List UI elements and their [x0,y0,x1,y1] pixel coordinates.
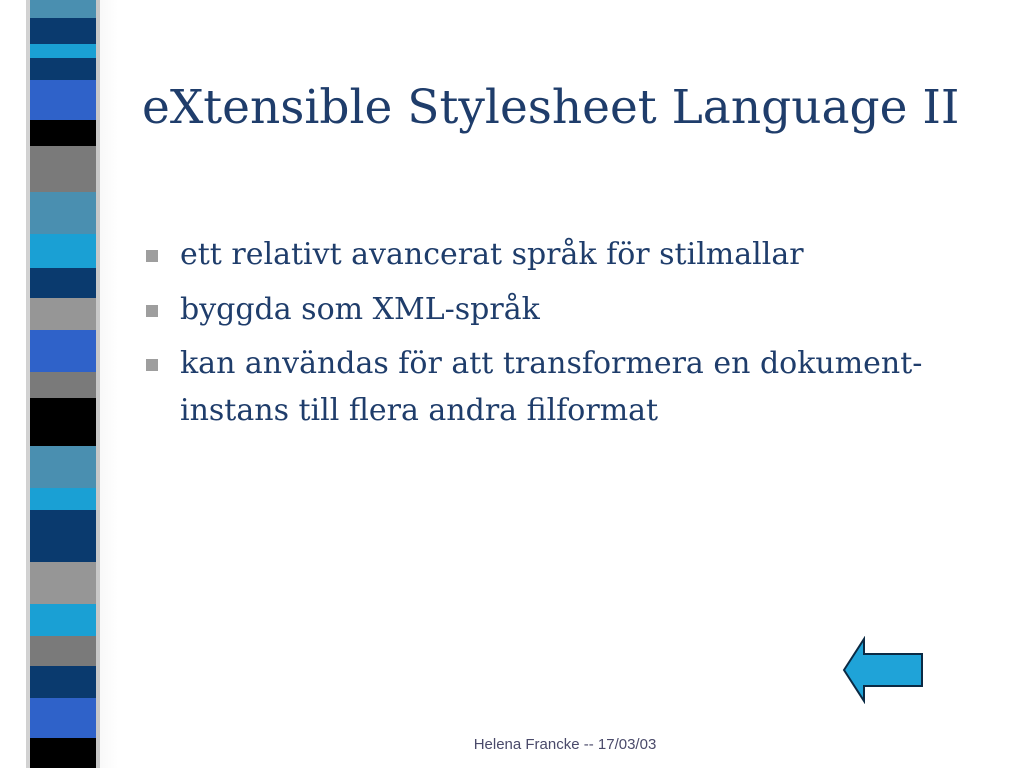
bullet-text: byggda som XML-språk [180,291,540,327]
stripe-block [30,234,98,268]
stripe-block [30,192,98,234]
back-arrow-icon [842,636,924,704]
decorative-stripe-band [30,0,98,768]
stripe-block [30,562,98,604]
stripe-block [30,18,98,44]
stripe-block [30,446,98,488]
stripe-block [30,80,98,120]
stripe-block [30,146,98,192]
slide-title: eXtensible Stylesheet Language II [142,80,960,135]
stripe-block [30,120,98,146]
stripe-block [30,372,98,398]
stripe-block [30,398,98,446]
bullet-item [142,287,982,334]
bullet-item [142,232,982,279]
stripe-block [30,510,98,562]
bullet-text: kan användas för att transformera en dokument-instans till flera andra filformat [180,346,923,428]
stripe-block [30,330,98,372]
stripe-block [30,698,98,738]
stripe-edge [96,0,100,768]
stripe-block [30,298,98,330]
stripe-block [30,44,98,58]
stripe-block [30,666,98,698]
stripe-block [30,0,98,18]
footer-text: Helena Francke -- 17/03/03 [473,736,657,753]
stripe-block [30,268,98,298]
square-bullet-icon [146,305,158,317]
stripe-block [30,636,98,666]
square-bullet-icon [146,359,158,371]
bullet-text: ett relativt avancerat språk för stilmallar [180,237,804,272]
bullet-list [142,232,982,442]
bullet-item [142,341,982,434]
stripe-block [30,488,98,510]
back-button[interactable] [842,636,924,704]
square-bullet-icon [146,250,158,262]
stripe-block [30,58,98,80]
stripe-block [30,604,98,636]
